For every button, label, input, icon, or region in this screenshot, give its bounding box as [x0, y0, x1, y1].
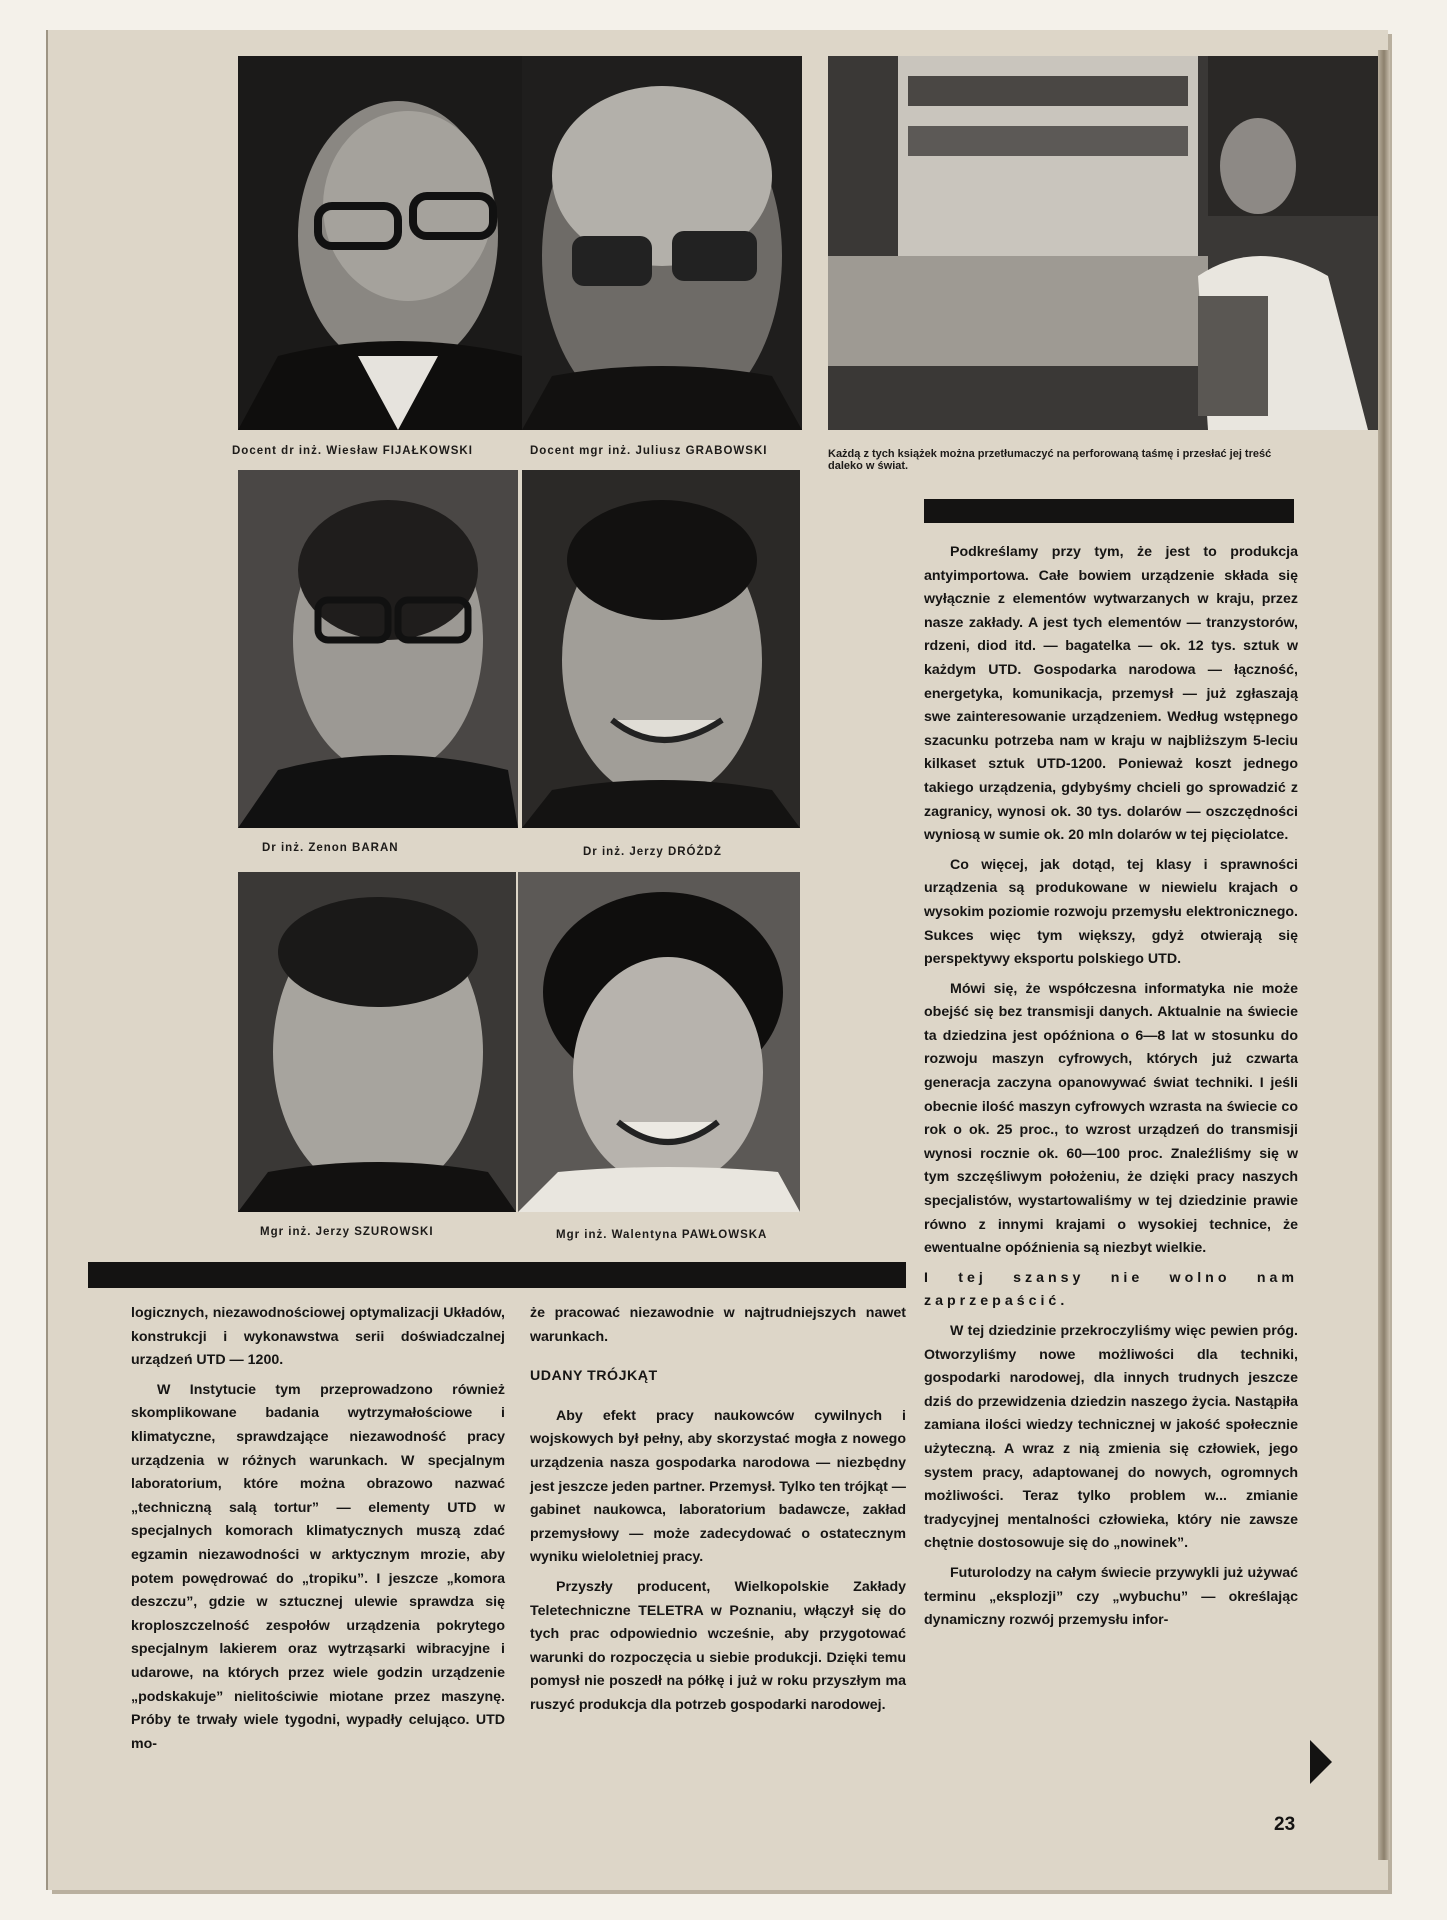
- section-bar-right: [924, 499, 1294, 523]
- caption-drozdz: Dr inż. Jerzy DRÓŻDŻ: [583, 846, 722, 858]
- photo-grabowski: [522, 56, 802, 430]
- middle-paragraph: Aby efekt pracy naukowców cywilnych i wojskowych był pełny, aby skorzystać mogła z nowego urządzenia nasza gospodarka narodowa — niezbędny jest jeszcze jeden partner. Przemysł. Tylko ten trójkąt — gabinet naukowca, laboratorium badawcze, zakład przemysłowy — może zadecydować o ostatecznym wyniku wieloletniej pracy.: [530, 1407, 906, 1566]
- left-paragraph: W Instytucie tym przeprowadzono również skomplikowane badania wytrzymałościowe i klimatyczne, sprawdzające niezawodność pracy urządzenia w różnych warunkach. W specjalnym laboratorium, które można obrazowo nazwać „techniczną salą tortur” — elementy UTD w specjalnych komorach klimatycznych muszą zdać egzamin niezawodności w arktycznym mrozie, aby potem powędrować do „tropiku”. I jeszcze „komora deszczu”, gdzie w sztucznej ulewie sprawdza się kroploszczelność zespołów urządzenia pokrytego specjalnym lakierem oraz wytrząsarki wibracyjne i udarowe, na których przez wiele godzin urządzenie „podskakuje” nielitościwie miotane przez maszynę. Próby te trwały wiele tygodni, wypadły celująco. UTD mo-: [131, 1381, 505, 1752]
- right-paragraph: Mówi się, że współczesna informatyka nie może obejść się bez transmisji danych. Aktualnie na świecie ta dziedzina jest opóźniona o 6—8 lat w stosunku do rozwoju maszyn cyfrowych, których już czwarta generacja zaczyna opanowywać świat techniki. I jeśli obecnie ilość maszyn cyfrowych wzrasta na świecie co rok o ok. 25 proc., to wzrost urządzeń do transmisji wynosi rocznie ok. 60—100 proc. Znaleźliśmy się w tym szczęśliwym położeniu, że dzięki pracy naszych specjalistów, wystartowaliśmy w tej dziedzinie prawie równo z innymi krajami o wysokiej technice, że ewentualne opóźnienia są niezbyt wielkie.: [924, 980, 1298, 1257]
- page-edge: [1378, 50, 1390, 1860]
- left-paragraph: logicznych, niezawodnościowej optymalizacji Układów, konstrukcji i wykonawstwa serii doświadczalnej urządzeń UTD — 1200.: [131, 1305, 505, 1369]
- photo-drozdz: [522, 470, 800, 828]
- caption-baran: Dr inż. Zenon BARAN: [262, 842, 399, 854]
- page-number: 23: [1274, 1814, 1296, 1835]
- caption-pawlowska: Mgr inż. Walentyna PAWŁOWSKA: [556, 1229, 768, 1241]
- caption-equipment: Każdą z tych książek można przetłumaczyć na perforowaną taśmę i przesłać jej treść daleko w świat.: [828, 448, 1272, 472]
- right-paragraph: Podkreślamy przy tym, że jest to produkcja antyimportowa. Całe bowiem urządzenie składa się wyłącznie z elementów wytwarzanych w kraju, przez nasze zakłady. A jest tych elementów — tranzystorów, rdzeni, diod itd. — bagatelka — ok. 12 tys. sztuk w każdym UTD. Gospodarka narodowa — łączność, energetyka, komunikacja, przemysł — już zgłaszają swe zainteresowanie urządzeniem. Według wstępnego szacunku potrzeba nam w kraju w najbliższym 5-leciu kilkaset sztuk UTD-1200. Ponieważ koszt jednego takiego urządzenia, gdybyśmy chcieli go sprowadzić z zagranicy, wynosi ok. 30 tys. dolarów — oszczędności wyniosą w sumie ok. 20 mln dolarów w tej pięciolatce.: [924, 544, 1298, 844]
- right-paragraph: Futurolodzy na całym świecie przywykli już używać terminu „eksplozji” czy „wybuchu” — określając dynamiczny rozwój przemysłu infor-: [924, 1564, 1298, 1629]
- caption-grabowski: Docent mgr inż. Juliusz GRABOWSKI: [530, 445, 768, 457]
- photo-fijalkowski: [238, 56, 522, 430]
- continue-arrow-icon: [1310, 1740, 1332, 1784]
- left-column: [131, 1302, 505, 1762]
- right-paragraph: W tej dziedzinie przekroczyliśmy więc pewien próg. Otworzyliśmy nowe możliwości dla techniki, gospodarki narodowej, dla innych trudnych jeszcze dziś do przewidzenia dziedzin naszego życia. Nastąpiła zamiana ilości wiedzy technicznej w jakość społecznie użyteczną. A wraz z nią zmienia się człowiek, jego system pracy, adaptowanej do nowych, ogromnych możliwości. Teraz tylko problem w... zmianie tradycyjnej mentalności człowieka, który nie zawsze chętnie dostosowuje się do „nowinek”.: [924, 1323, 1298, 1552]
- right-paragraph: Co więcej, jak dotąd, tej klasy i sprawności urządzenia są produkowane w niewielu krajach o wysokim poziomie rozwoju przemysłu elektronicznego. Sukces więc tym większy, gdyż otwierają się perspektywy eksportu polskiego UTD.: [924, 856, 1298, 968]
- middle-intro: że pracować niezawodnie w najtrudniejszych nawet warunkach.: [530, 1305, 906, 1345]
- section-heading: UDANY TRÓJKĄT: [530, 1368, 658, 1385]
- caption-szurowski: Mgr inż. Jerzy SZUROWSKI: [260, 1226, 434, 1238]
- photo-pawlowska: [518, 872, 800, 1212]
- middle-paragraph: Przyszły producent, Wielkopolskie Zakłady Teletechniczne TELETRA w Poznaniu, włączył się do tych prac odpowiednio wcześnie, aby przygotować warunki do rozpoczęcia u siebie produkcji. Dzięki temu pomysł nie poszedł na półkę i już w roku przyszłym ma ruszyć produkcja dla potrzeb gospodarki narodowej.: [530, 1578, 906, 1713]
- middle-column: [530, 1302, 906, 1724]
- photo-baran: [238, 470, 518, 828]
- section-bar-left: [88, 1262, 906, 1288]
- right-emphasis: I tej szansy nie wolno nam zaprzepaścić.: [924, 1269, 1298, 1310]
- caption-fijalkowski: Docent dr inż. Wiesław FIJAŁKOWSKI: [232, 445, 473, 457]
- photo-szurowski: [238, 872, 516, 1212]
- photo-equipment-operator: [828, 56, 1378, 430]
- right-column: [924, 541, 1298, 1639]
